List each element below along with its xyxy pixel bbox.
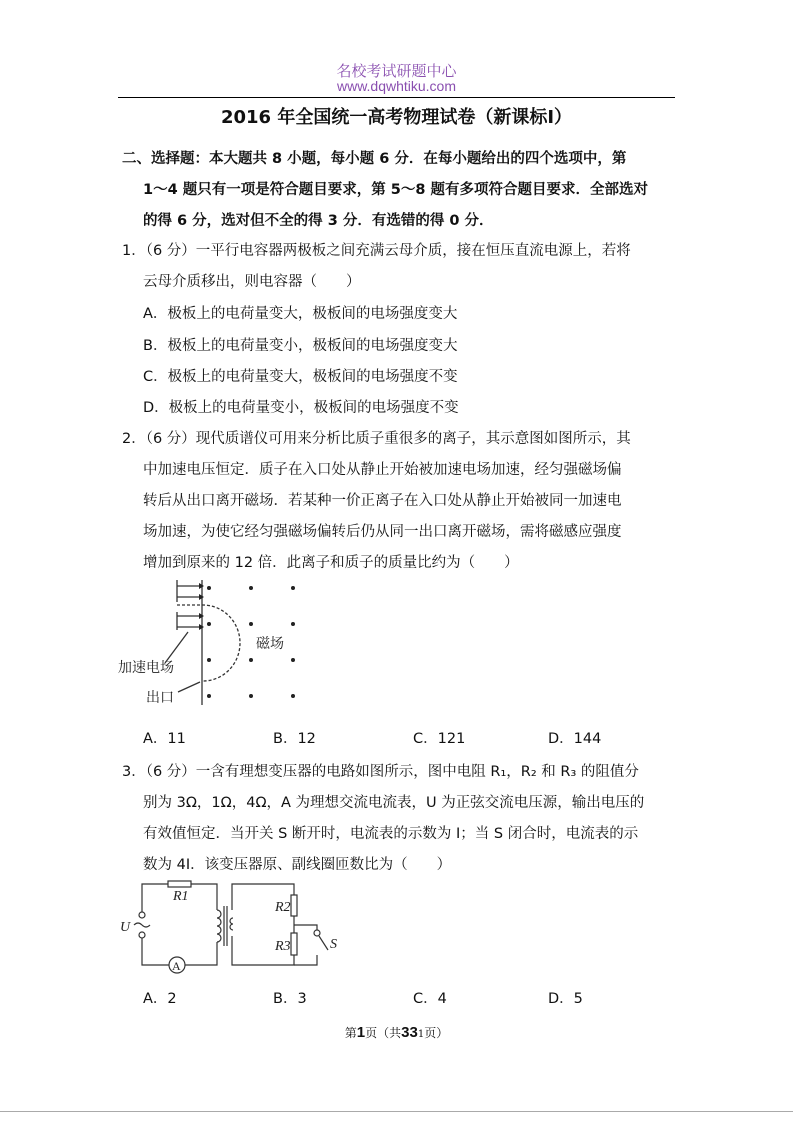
q2-option-d: D．144 xyxy=(548,731,602,747)
total-pages-suffix: 1 xyxy=(417,1029,425,1040)
page-title: 2016 年全国统一高考物理试卷（新课标Ⅰ） xyxy=(220,107,573,128)
label-magnetic-field: 磁场 xyxy=(256,636,284,652)
question-2-text: 场加速，为使它经匀强磁场偏转后仍从同一出口离开磁场，需将磁感应强度 xyxy=(143,524,622,540)
figure-transformer-circuit xyxy=(134,881,328,973)
label-r2: R2 xyxy=(275,900,291,915)
question-2-text: 增加到原来的 12 倍．此离子和质子的质量比约为（ ） xyxy=(143,555,519,571)
q3-option-d: D．5 xyxy=(548,991,583,1007)
q3-option-c: C．4 xyxy=(413,991,447,1007)
section-line: 的得 6 分，选对但不全的得 3 分．有选错的得 0 分． xyxy=(143,213,494,229)
question-2-text: 中加速电压恒定．质子在入口处从静止开始被加速电场加速，经匀强磁场偏 xyxy=(143,462,622,478)
question-3-text: 3．（6 分）一含有理想变压器的电路如图所示，图中电阻 R₁，R₂ 和 R₃ 的阻值分 xyxy=(122,764,639,780)
q2-option-c: C．121 xyxy=(413,731,466,747)
total-pages: 33 xyxy=(401,1024,418,1041)
question-1-text: 1．（6 分）一平行电容器两极板之间充满云母介质，接在恒压直流电源上，若将 xyxy=(122,243,631,259)
label-r3: R3 xyxy=(275,939,291,954)
ammeter-icon: A xyxy=(172,959,181,973)
q3-option-b: B．3 xyxy=(273,991,307,1007)
page-bottom-rule xyxy=(0,1111,793,1112)
question-3-text: 有效值恒定．当开关 S 断开时，电流表的示数为 I；当 S 闭合时，电流表的示 xyxy=(143,826,639,842)
label-switch: S xyxy=(330,937,337,952)
q1-option-a: A．极板上的电荷量变大，极板间的电场强度变大 xyxy=(143,306,458,322)
q1-option-b: B．极板上的电荷量变小，极板间的电场强度变大 xyxy=(143,338,458,354)
q1-option-c: C．极板上的电荷量变大，极板间的电场强度不变 xyxy=(143,369,458,385)
q2-option-a: A．11 xyxy=(143,731,186,747)
section-line: 1～4 题只有一项是符合题目要求，第 5～8 题有多项符合题目要求．全部选对 xyxy=(143,182,648,198)
page-footer xyxy=(0,1024,793,1041)
watermark-url: www.dqwhtiku.com xyxy=(336,78,457,94)
question-1-text: 云母介质移出，则电容器（ ） xyxy=(143,274,361,290)
watermark-org: 名校考试研题中心 xyxy=(336,62,457,80)
label-exit: 出口 xyxy=(146,690,174,706)
question-3-text: 别为 3Ω，1Ω，4Ω，A 为理想交流电流表，U 为正弦交流电压源，输出电压的 xyxy=(143,795,645,811)
q2-option-b: B．12 xyxy=(273,731,316,747)
question-2-text: 2．（6 分）现代质谱仪可用来分析比质子重很多的离子，其示意图如图所示，其 xyxy=(122,431,631,447)
label-u: U xyxy=(120,920,131,935)
label-accel-field: 加速电场 xyxy=(118,660,174,676)
label-r1: R1 xyxy=(173,889,189,904)
footer-text: 页（共 xyxy=(365,1026,402,1040)
question-3-text: 数为 4I．该变压器原、副线圈匝数比为（ ） xyxy=(143,857,452,873)
section-line: 二、选择题：本大题共 8 小题，每小题 6 分．在每小题给出的四个选项中，第 xyxy=(122,151,627,167)
q1-option-d: D．极板上的电荷量变小，极板间的电场强度不变 xyxy=(143,400,459,416)
footer-text: 页） xyxy=(424,1026,449,1040)
footer-text: 第 xyxy=(344,1026,357,1040)
q3-option-a: A．2 xyxy=(143,991,177,1007)
page-number: 1 xyxy=(356,1024,366,1041)
question-2-text: 转后从出口离开磁场．若某种一价正离子在入口处从静止开始被同一加速电 xyxy=(143,493,622,509)
